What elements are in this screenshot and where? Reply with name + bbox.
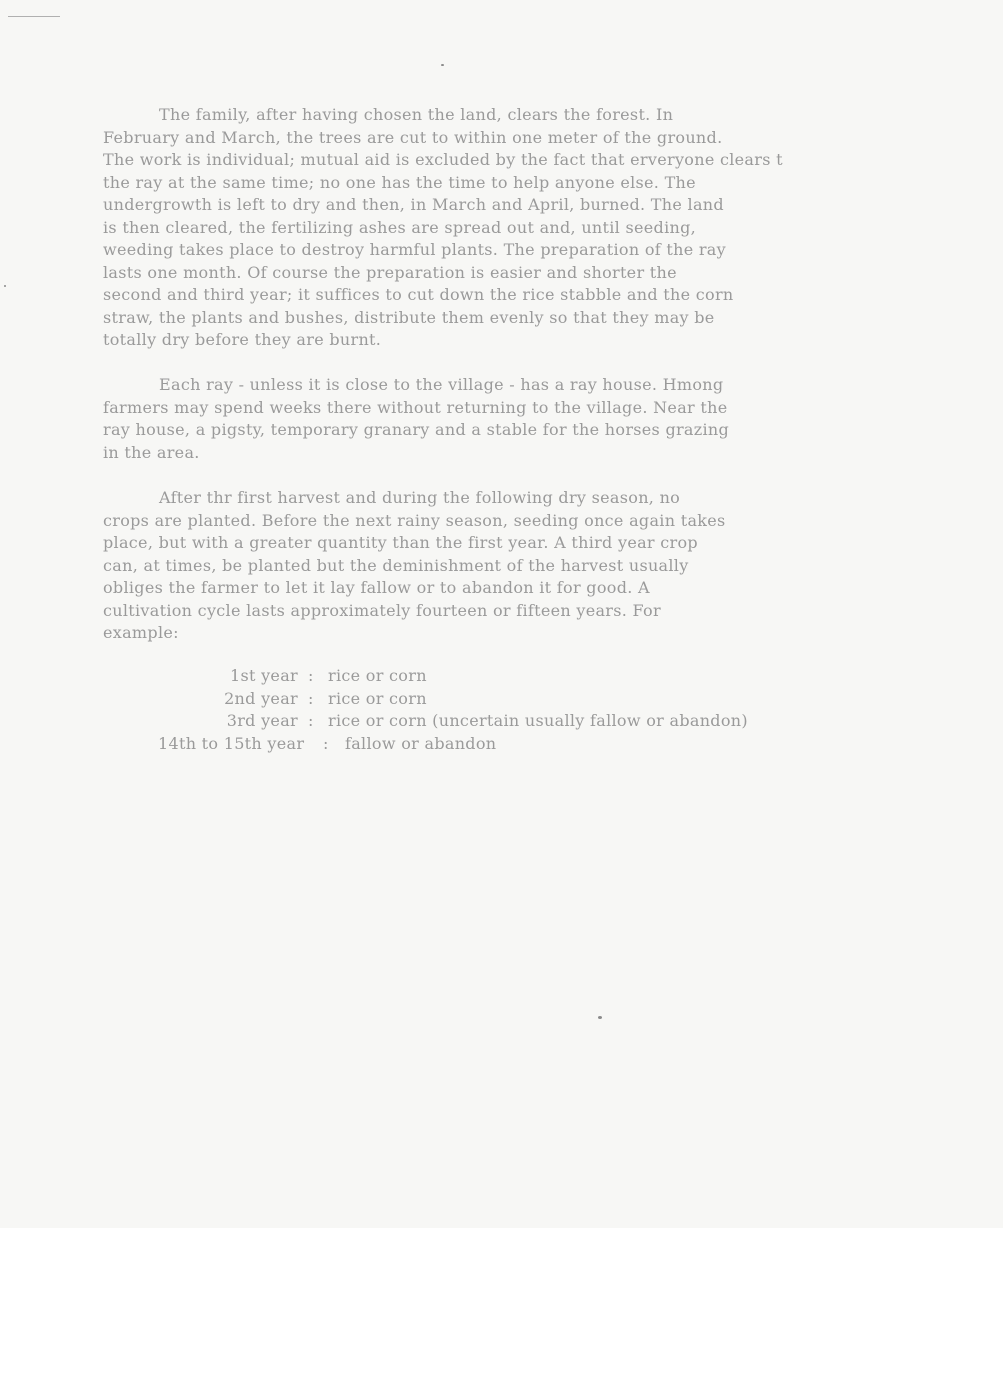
list-item-separator: : [308, 688, 314, 708]
list-item-separator: : [323, 733, 329, 753]
list-item-year: 2nd year [224, 688, 298, 708]
paragraph-line: crops are planted. Before the next rainy season, seeding once again takes [103, 510, 726, 530]
paragraph-line: in the area. [103, 442, 200, 462]
cultivation-cycle-example-list [158, 665, 748, 755]
list-item [158, 665, 748, 688]
paragraph-line: lasts one month. Of course the preparation is easier and shorter the [103, 262, 677, 282]
paragraph-line: straw, the plants and bushes, distribute them evenly so that they may be [103, 307, 715, 327]
list-item-year: 3rd year [226, 711, 298, 730]
paragraph-ray-house [103, 374, 903, 464]
paragraph-line: ray house, a pigsty, temporary granary and a stable for the horses grazing [103, 420, 730, 439]
scan-speck [441, 64, 444, 66]
paragraph-line: The family, after having chosen the land, clears the forest. In [159, 105, 674, 124]
paragraph-line: After thr first harvest and during the following dry season, no [159, 488, 681, 507]
paragraph-line: cultivation cycle lasts approximately fourteen or fifteen years. For [103, 600, 661, 620]
list-item-separator: : [308, 711, 314, 730]
scan-speck [598, 1016, 602, 1019]
paragraph-line: undergrowth is left to dry and then, in March and April, burned. The land [103, 195, 724, 214]
paragraph-forest-clearing [103, 104, 903, 352]
paragraph-line: February and March, the trees are cut to within one meter of the ground. [103, 127, 723, 147]
list-item [158, 688, 748, 711]
paragraph-line: example: [103, 623, 179, 642]
corner-scan-mark [8, 16, 60, 20]
list-item-value: rice or corn (uncertain usually fallow or abandon) [328, 711, 748, 730]
list-item-value: rice or corn [328, 666, 427, 685]
paragraph-line: the ray at the same time; no one has the time to help anyone else. The [103, 172, 696, 192]
list-item-year: 1st year [229, 666, 298, 685]
scan-speck [4, 285, 6, 287]
paragraph-line: place, but with a greater quantity than the first year. A third year crop [103, 533, 698, 552]
paragraph-cultivation-cycle [103, 487, 903, 645]
list-item-year: 14th to 15th year [158, 733, 305, 753]
list-item [158, 733, 748, 756]
paragraph-line: can, at times, be planted but the deminishment of the harvest usually [103, 555, 689, 575]
paragraph-line: is then cleared, the fertilizing ashes are spread out and, until seeding, [103, 217, 697, 237]
list-item-value: rice or corn [328, 688, 427, 708]
list-item-value: fallow or abandon [345, 733, 497, 753]
paragraph-line: obliges the farmer to let it lay fallow or to abandon it for good. A [103, 578, 650, 597]
list-item-separator: : [308, 666, 314, 685]
paragraph-line: second and third year; it suffices to cut down the rice stabble and the corn [103, 285, 734, 304]
paragraph-line: farmers may spend weeks there without returning to the village. Near the [103, 397, 728, 417]
paragraph-line: Each ray - unless it is close to the village - has a ray house. Hmong [159, 375, 724, 394]
paragraph-line: totally dry before they are burnt. [103, 330, 382, 349]
list-item [158, 710, 748, 733]
paragraph-line: The work is individual; mutual aid is excluded by the fact that erveryone clears t [103, 150, 783, 169]
paragraph-line: weeding takes place to destroy harmful plants. The preparation of the ray [103, 240, 726, 259]
